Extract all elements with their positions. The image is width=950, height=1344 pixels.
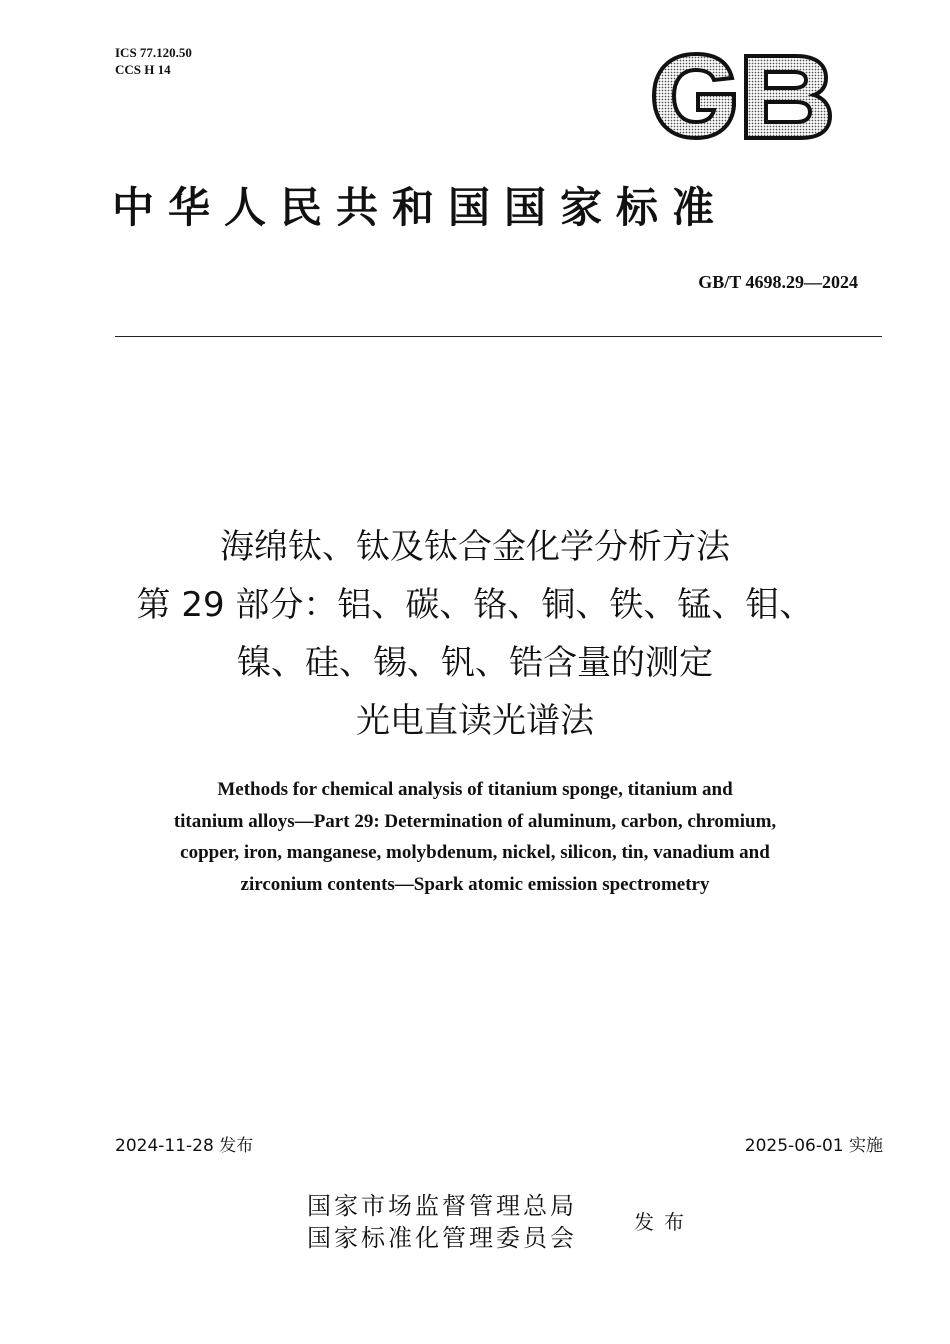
ics-code: ICS 77.120.50 — [115, 45, 192, 60]
chinese-title-line: 海绵钛、钛及钛合金化学分析方法 — [220, 527, 730, 567]
chinese-title-line: 光电直读光谱法 — [356, 701, 594, 741]
publisher-name: 国家标准化管理委员会 — [307, 1224, 577, 1252]
english-title-line: zirconium contents—Spark atomic emission spectrometry — [240, 873, 710, 895]
chinese-title-line: 镍、硅、锡、钒、锆含量的测定 — [237, 643, 713, 683]
english-title-line: titanium alloys—Part 29: Determination of aluminum, carbon, chromium, — [173, 810, 777, 832]
country-standard-title: 中华人民共和国国家标准 — [112, 183, 729, 232]
english-title-line: copper, iron, manganese, molybdenum, nickel, silicon, tin, vanadium and — [180, 842, 770, 863]
publishers — [307, 1190, 577, 1254]
classification-codes — [115, 44, 192, 78]
publish-action: 发布 — [634, 1210, 694, 1234]
english-title-line: Methods for chemical analysis of titanium sponge, titanium and — [217, 779, 733, 800]
standard-number: GB/T 4698.29—2024 — [698, 272, 858, 292]
publisher-name: 国家市场监督管理总局 — [307, 1192, 577, 1220]
header-divider — [115, 336, 882, 337]
chinese-title-line: 第 29 部分：铝、碳、铬、铜、铁、锰、钼、 — [136, 585, 814, 625]
chinese-title — [60, 518, 890, 750]
ccs-code: CCS H 14 — [115, 62, 171, 77]
implementation-date: 2025-06-01 实施 — [744, 1136, 883, 1156]
gb-logo — [646, 50, 834, 142]
english-title — [100, 774, 850, 900]
issue-date: 2024-11-28 发布 — [115, 1136, 254, 1156]
